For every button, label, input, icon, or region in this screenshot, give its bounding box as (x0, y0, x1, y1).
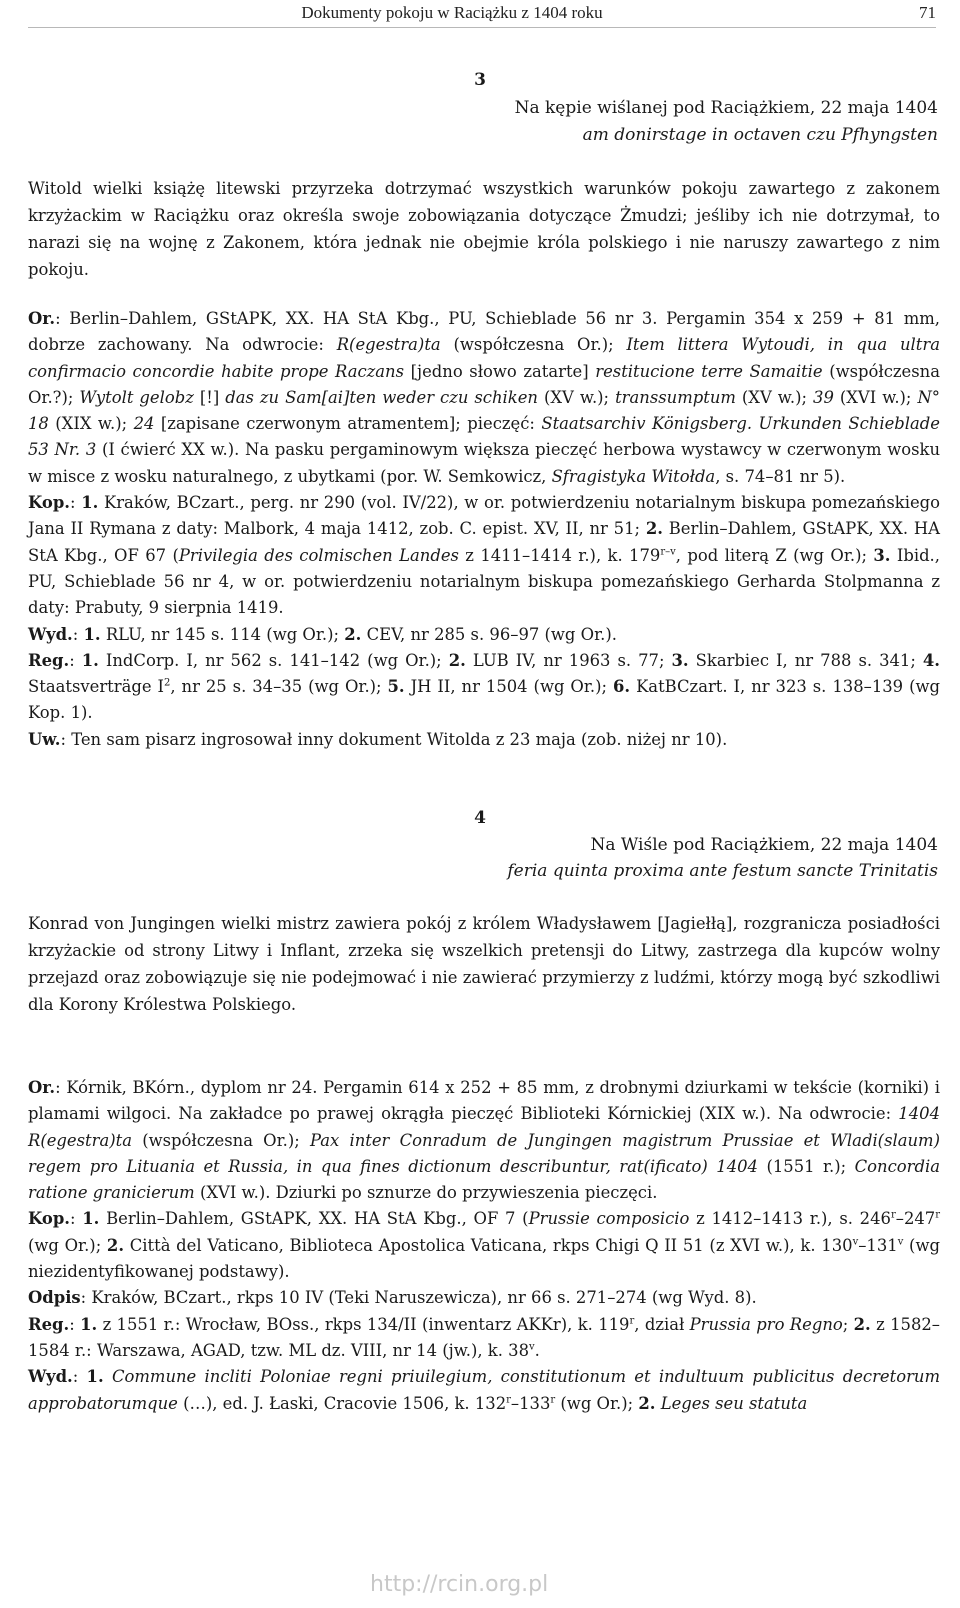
doc3-or-text: (XV w.); (735, 387, 814, 407)
doc3-or-italic: R(egestra)ta (336, 335, 441, 355)
doc3-reg-text: Skarbiec I, nr 788 s. 341; (688, 650, 923, 670)
doc4-wyd-number: 1. (86, 1367, 104, 1387)
doc3-summary (28, 175, 940, 283)
doc4-reg-text: z 1551 r.: Wrocław, BOss., rkps 134/II (inwentarz AKKr), k. 119 (97, 1314, 630, 1334)
doc3-kop-text: Ibid., PU, Schieblade 56 nr 4, w or. potwierdzeniu notarialnym biskupa pomezańskiego Gerharda Stolpmanna z daty: Prabuty, 9 sierpnia 1419. (28, 545, 940, 618)
running-head (28, 3, 936, 27)
doc3-kop-text: z 1411–1414 r.), k. 179 (458, 545, 661, 565)
header-rule (28, 27, 936, 28)
doc3-or-text: (XVI w.); (833, 387, 918, 407)
doc3-original (28, 306, 940, 490)
doc4-reg-text: , dział (634, 1314, 690, 1334)
doc4-apparatus (28, 1075, 940, 1417)
doc3-or-italic: transsumptum (615, 387, 736, 407)
doc3-kop-text: , pod literą Z (wg Or.); (675, 545, 874, 565)
doc4-odp-text: : Kraków, BCzart., rkps 10 IV (Teki Naruszewicza), nr 66 s. 271–274 (wg Wyd. 8). (80, 1288, 757, 1308)
doc3-or-italic: Sfragistyka Witołda (551, 466, 716, 486)
doc3-kop-number: 2. (645, 519, 663, 539)
doc4-reg-italic: Prussia pro Regno (689, 1314, 843, 1334)
doc3-date-latin: am donirstage in octaven czu Pfhyngsten (582, 125, 938, 145)
doc3-reg-number: 3. (671, 650, 689, 670)
doc3-wyd-text: CEV, nr 285 s. 96–97 (wg Or.). (361, 624, 617, 644)
doc3-reg-number: 4. (922, 650, 941, 670)
doc3-reg-number: 5. (387, 677, 405, 697)
doc4-kop-text: (wg niezidentyfikowanej podstawy). (28, 1235, 940, 1282)
doc4-or-text: (XVI w.). Dziurki po sznurze do przywieszenia pieczęci. (194, 1183, 658, 1203)
doc3-kop-number: 1. (81, 493, 99, 513)
doc4-wyd-text: (…), ed. J. Łaski, Cracovie 1506, k. 132 (177, 1393, 507, 1413)
doc3-or-text: [!] (193, 387, 226, 407)
doc3-copies (28, 490, 940, 621)
doc3-or-text: [jedno słowo zatarte] (404, 361, 596, 381)
doc3-or-text: (XV w.); (537, 387, 616, 407)
doc4-kop-sup: v (852, 1236, 859, 1248)
doc4-wyd-label: Wyd. (28, 1367, 73, 1387)
doc3-reg-text: LUB IV, nr 1963 s. 77; (465, 650, 672, 670)
doc4-transcript (28, 1285, 940, 1311)
doc4-kop-number: 1. (82, 1209, 100, 1229)
doc3-or-text: , s. 74–81 nr 5). (715, 466, 846, 486)
doc4-kop-text: z 1412–1413 r.), s. 246 (689, 1209, 891, 1229)
doc3-or-text: (XIX w.); (48, 414, 134, 434)
doc4-regesta (28, 1312, 940, 1365)
doc4-kop-sup: r (935, 1210, 941, 1222)
doc4-summary-text: Konrad von Jungingen wielki mistrz zawiera pokój z królem Władysławem [Jagiełłą], rozgranicza posiadłości krzyżackie od strony Litwy i Inflant, zrzeka się wszelkich pretensji do Litwy, zastrzega dla kupców wolny przejazd oraz zobowiązuje się nie podejmować i nie zawierać przymierzy z ludźmi, którzy mogą być szkodliwi dla Korony Królestwa Polskiego. (28, 914, 940, 1014)
doc3-kop-text: : (70, 493, 82, 513)
doc3-kop-sup: r–v (660, 546, 676, 558)
doc4-wyd-sup: r (506, 1394, 511, 1406)
doc4-reg-label: Reg. (28, 1314, 70, 1334)
doc3-number: 3 (474, 70, 486, 90)
doc4-place-date: Na Wiśle pod Raciążkiem, 22 maja 1404 (590, 835, 938, 855)
doc3-reg-text: Staatsverträge I (28, 677, 164, 697)
doc3-wyd-number: 1. (83, 624, 101, 644)
doc3-reg-label: Reg. (28, 650, 70, 670)
doc4-reg-sup: r (629, 1315, 635, 1327)
doc4-reg-number: 1. (80, 1314, 98, 1334)
doc3-reg-text: JH II, nr 1504 (wg Or.); (404, 677, 613, 697)
doc4-reg-number: 2. (853, 1314, 871, 1334)
doc4-kop-label: Kop. (28, 1209, 70, 1229)
doc3-or-italic: Staatsarchiv Königsberg. Urkunden Schieblade 53 Nr. 3 (28, 414, 940, 460)
doc3-or-text: (I ćwierć XX w.). Na pasku pergaminowym większa pieczęć herbowa wystawcy w czerwonym wosku w misce z wosku naturalnego, z ubytkami (por. W. Semkowicz, (28, 440, 941, 486)
doc4-wyd-text: (wg Or.); (555, 1393, 639, 1413)
doc3-or-label: Or. (28, 309, 56, 328)
doc3-or-italic: das zu Sam[ai]ten weder czu schiken (225, 387, 538, 407)
doc4-wyd-number: 2. (638, 1393, 656, 1413)
doc3-reg-text: , nr 25 s. 34–35 (wg Or.); (170, 677, 388, 697)
doc4-kop-number: 2. (106, 1235, 125, 1255)
doc3-kop-text: Kraków, BCzart., perg. nr 290 (vol. IV/22), w or. potwierdzeniu notarialnym biskupa pomezańskiego Jana II Rymana z daty: Malbork, 4 maja 1412, zob. C. epist. XV, II, nr 51; (28, 493, 940, 539)
doc3-kop-italic: Privilegia des colmischen Landes (178, 545, 459, 565)
doc4-wyd-italic: Commune incliti Poloniae regni priuilegium, constitutionum et indultuum publicitus decretorum approbatorumque (28, 1367, 940, 1413)
doc4-editions (28, 1364, 940, 1417)
doc4-wyd-sup: r (550, 1394, 556, 1406)
doc3-wyd-text: : (72, 624, 84, 644)
doc3-or-text: : Berlin–Dahlem, GStAPK, XX. HA StA Kbg., PU, Schieblade 56 nr 3. Pergamin 354 x 259 + 81 mm, dobrze zachowany. Na odwrocie: (28, 309, 940, 355)
doc3-reg-text: IndCorp. I, nr 562 s. 141–142 (wg Or.); (98, 650, 449, 670)
doc4-wyd-text: : (72, 1367, 87, 1387)
doc3-or-text: (współczesna Or.?); (28, 361, 940, 407)
doc3-or-italic: 39 (813, 387, 834, 407)
doc4-reg-text: . (534, 1340, 540, 1360)
doc4-reg-text: z 1582–1584 r.: Warszawa, AGAD, tzw. ML dz. VIII, nr 14 (jw.), k. 38 (28, 1314, 941, 1360)
doc4-kop-text: (wg Or.); (28, 1235, 107, 1255)
doc3-reg-sup: 2 (163, 677, 171, 689)
doc4-number: 4 (474, 808, 486, 828)
doc3-wyd-label: Wyd. (28, 624, 73, 644)
doc4-wyd-text: –133 (510, 1393, 551, 1413)
doc4-or-text: (współczesna Or.); (132, 1130, 310, 1150)
doc3-uw-label: Uw. (28, 729, 61, 749)
page-number: 71 (919, 3, 936, 22)
doc3-or-italic: restitucione terre Samaitie (595, 361, 823, 381)
doc3-reg-text: : (69, 650, 82, 670)
doc3-place-date: Na kępie wiślanej pod Raciążkiem, 22 maja 1404 (514, 98, 938, 118)
doc3-reg-number: 6. (612, 677, 631, 697)
doc4-wyd-italic: Leges seu statuta (660, 1393, 808, 1413)
doc3-or-italic: Wytolt gelobz (79, 387, 194, 407)
doc3-reg-text: KatBCzart. I, nr 323 s. 138–139 (wg Kop. 1). (28, 677, 940, 723)
doc3-kop-label: Kop. (28, 493, 70, 513)
doc4-kop-sup: r (890, 1210, 896, 1222)
doc4-kop-text: : (70, 1209, 83, 1229)
doc4-wyd-text (104, 1367, 112, 1386)
doc4-kop-sup: v (897, 1236, 904, 1248)
doc3-regesta (28, 648, 940, 727)
doc4-summary (28, 910, 940, 1018)
doc4-original (28, 1075, 940, 1206)
watermark-url: http://rcin.org.pl (370, 1572, 549, 1597)
doc3-or-text: (współczesna Or.); (440, 335, 627, 355)
doc4-or-label: Or. (28, 1078, 56, 1097)
doc3-or-italic: N° 18 (28, 387, 940, 434)
doc3-wyd-text: RLU, nr 145 s. 114 (wg Or.); (100, 624, 345, 644)
doc4-kop-text: –247 (895, 1209, 936, 1229)
doc4-date-latin: feria quinta proxima ante festum sancte Trinitatis (507, 861, 938, 881)
doc3-uw-text: : Ten sam pisarz ingrosował inny dokument Witolda z 23 maja (zob. niżej nr 10). (60, 729, 728, 749)
doc4-kop-text: Città del Vaticano, Biblioteca Apostolica Vaticana, rkps Chigi Q II 51 (z XVI w.), k. 130 (124, 1235, 853, 1255)
doc4-reg-text: : (69, 1314, 81, 1334)
doc3-reg-number: 1. (81, 650, 99, 670)
doc4-kop-text: –131 (858, 1235, 898, 1255)
doc4-reg-sup: v (529, 1341, 535, 1353)
doc4-or-text: : Kórnik, BKórn., dyplom nr 24. Pergamin 614 x 252 + 85 mm, z drobnymi dziurkami w tekście (korniki) i plamami wilgoci. Na zakładce po prawej okrągła pieczęć Biblioteki Kórnickiej (XIX w.). Na odwrocie: (28, 1078, 940, 1124)
doc3-or-italic: 24 (133, 414, 155, 434)
doc4-or-italic: Pax inter Conradum de Jungingen magistrum Prussiae et Wladi(slaum) regem pro Lituania et Russia, in qua fines dictionum describuntur, rat(ificato) 1404 (28, 1130, 940, 1176)
running-head-title: Dokumenty pokoju w Raciążku z 1404 roku (301, 3, 603, 22)
doc3-reg-number: 2. (448, 650, 466, 670)
doc4-or-italic: 1404 R(egestra)ta (28, 1104, 940, 1150)
doc4-copies (28, 1206, 940, 1285)
doc3-editions (28, 622, 940, 648)
doc3-or-text: [zapisane czerwonym atramentem]; pieczęć: (154, 414, 542, 434)
doc4-odp-label: Odpis (28, 1288, 81, 1308)
doc3-summary-text: Witold wielki książę litewski przyrzeka dotrzymać wszystkich warunków pokoju zawartego z zakonem krzyżackim w Raciążku oraz określa swoje zobowiązania dotyczące Żmudzi; jeśliby ich nie dotrzymał, to narazi się na wojnę z Zakonem, która jednak nie obejmie króla polskiego i nie naruszy zawartego z nim pokoju. (28, 179, 940, 279)
doc4-or-italic: Concordia ratione granicierum (28, 1156, 940, 1203)
doc4-reg-text: ; (842, 1314, 854, 1334)
doc4-or-text: (1551 r.); (757, 1156, 855, 1176)
doc3-wyd-number: 2. (344, 624, 362, 644)
doc4-kop-text: Berlin–Dahlem, GStAPK, XX. HA StA Kbg., OF 7 ( (99, 1209, 529, 1229)
doc3-kop-text: Berlin–Dahlem, GStAPK, XX. HA StA Kbg., OF 67 ( (28, 519, 940, 565)
doc3-remarks (28, 727, 940, 753)
doc3-or-italic: Item littera Wytoudi, in qua ultra confirmacio concordie habite prope Raczans (28, 335, 940, 381)
doc3-kop-number: 3. (873, 545, 891, 565)
doc4-kop-italic: Prussie composicio (528, 1209, 690, 1229)
doc3-apparatus (28, 306, 940, 753)
